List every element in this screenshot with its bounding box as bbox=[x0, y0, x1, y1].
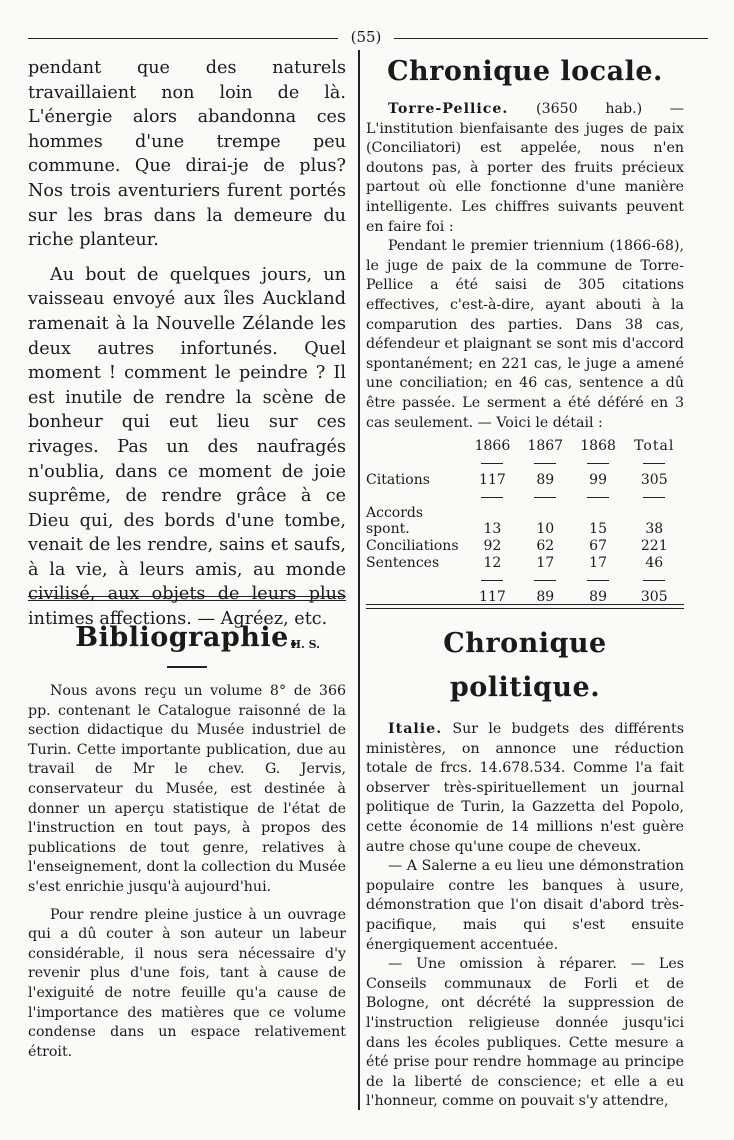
torre-paragraph-1 bbox=[366, 100, 684, 237]
italie-paragraph-3: — Une omission à réparer. — Les Conseils communaux de Forli et de Bologne, ont décrété la suppression de l'instruction religieuse donnée jusqu'ici dans les écoles publiques. Cette mesure a été prise pour rendre hommage au principe de la liberté de conscience; et elle a eu l'honneur, comme on pouvait s'y attendre, bbox=[366, 956, 684, 1110]
row-label: Citations bbox=[366, 472, 430, 489]
header-total: Total bbox=[634, 437, 675, 454]
header-1867: 1867 bbox=[527, 437, 564, 454]
chronique-politique-title: Chronique politique. bbox=[443, 628, 607, 703]
table-totals-row: 117 89 89 305 bbox=[479, 589, 668, 606]
chronique-locale-title: Chronique locale. bbox=[387, 56, 663, 87]
table-row: Sentences 12 17 17 46 bbox=[366, 555, 664, 572]
torre-lead: Torre-Pellice. bbox=[388, 101, 509, 117]
column-divider bbox=[358, 50, 360, 1110]
story-paragraph-2: Au bout de quelques jours, un vaisseau envoyé aux îles Auckland ramenait à la Nouvelle Zélande les deux autres infortunés. Quel moment ! comment le peindre ? Il est inutile de rendre la scène de bonheur qui eut lieu sur ces rivages. Pas un des naufragés n'oublia, dans ce moment de joie suprême, de rendre grâce à ce Dieu qui, des bords d'une tombe, venait de les rendre, sains et saufs, à la vie, à leurs amis, au monde civilisé, aux objets de leurs plus intimes affections. — Agréez, etc. bbox=[28, 264, 346, 630]
italie-paragraph-2: — A Salerne a eu lieu une démonstration populaire contre les banques à usure, démonstration que l'on disait d'abord très-pacifique, mais qui s'est ensuite énergiquement accentuée. bbox=[366, 858, 684, 953]
bibliography-section bbox=[28, 620, 346, 1062]
italie-text: Sur le budgets des différents ministères, on annonce une réduction totale de frcs. 14.678.534. Comme l'a fait observer très-spirituellement un journal politique de Turin, la Gazzetta del Popolo, cette économie de 14 millions n'est guère autre chose qu'une coupe de cheveux. bbox=[366, 721, 684, 855]
statistics-table bbox=[366, 437, 684, 605]
torre-paragraph-2: Pendant le premier triennium (1866-68), le juge de paix de la commune de Torre-Pellice a été saisi de 305 citations effectives, c'est-à-dire, ayant abouti à la comparution des parties. Dans 38 cas, défendeur et plaignant se sont mis d'accord spontanément; en 221 cas, le juge a amené une conciliation; en 46 cas, sentence a dû être passée. Le serment a été déféré en 3 cas seulement. — Voici le détail : bbox=[366, 238, 684, 431]
section-separator-left bbox=[28, 596, 346, 601]
table-row: Citations 117 89 99 305 bbox=[366, 472, 668, 489]
bibliography-paragraph-2: Pour rendre pleine justice à un ouvrage qui a dû couter à son auteur un labeur considérable, il nous sera nécessaire d'y revenir plus d'une fois, tant à cause de l'exiguité de notre feuille qu'a cause de l'importance des matières que ce volume condense dans un espace relativement étroit. bbox=[28, 906, 346, 1060]
header-rule-right bbox=[394, 38, 708, 39]
double-rule bbox=[366, 604, 684, 609]
torre-text: (3650 hab.) — L'institution bienfaisante des juges de paix (Conciliatori) est appelée, nous n'en doutons pas, à porter des fruits précieux partout où elle fonctionne d'une manière intelligente. Les chiffres suivants peuvent en faire foi : bbox=[366, 101, 684, 235]
table-row: Accords spont. 13 10 15 38 bbox=[366, 505, 664, 538]
title-underline bbox=[167, 666, 207, 668]
italie-paragraph-1 bbox=[366, 720, 684, 857]
section-separator-right bbox=[366, 604, 684, 609]
chronique-politique-section bbox=[366, 622, 684, 1112]
story-paragraph-1: pendant que des naturels travaillaient non loin de là. L'énergie alors abandonna ces hommes d'une trempe peu commune. Que dirai-je de plus? Nos trois aventuriers furent portés sur les bras dans la demeure du riche planteur. bbox=[28, 58, 346, 251]
header-rule-left bbox=[28, 38, 338, 39]
table-header-row bbox=[366, 437, 684, 454]
italie-lead: Italie. bbox=[388, 721, 443, 737]
bibliography-title: Bibliographie. bbox=[75, 622, 299, 653]
bibliography-paragraph-1: Nous avons reçu un volume 8° de 366 pp. contenant le Catalogue raisonné de la section didactique du Musée industriel de Turin. Cette importante publication, due au travail de Mr le chev. G. Jervis, conservateur du Musée, est destinée à donner un aperçu statistique de l'état de l'instruction en tout pays, à propos des publications de tout genre, relatives à l'enseignement, dont la collection du Musée s'est enrichie jusqu'à aujourd'hui. bbox=[28, 683, 346, 895]
signature: H. S. bbox=[290, 637, 320, 651]
page-header bbox=[28, 28, 708, 48]
double-rule bbox=[28, 596, 346, 601]
chronique-locale-section bbox=[366, 52, 684, 605]
header-1866: 1866 bbox=[474, 437, 511, 454]
left-column bbox=[28, 56, 346, 651]
page-number: (55) bbox=[350, 28, 382, 46]
table-row: Conciliations 92 62 67 221 bbox=[366, 538, 668, 555]
header-1868: 1868 bbox=[580, 437, 616, 454]
